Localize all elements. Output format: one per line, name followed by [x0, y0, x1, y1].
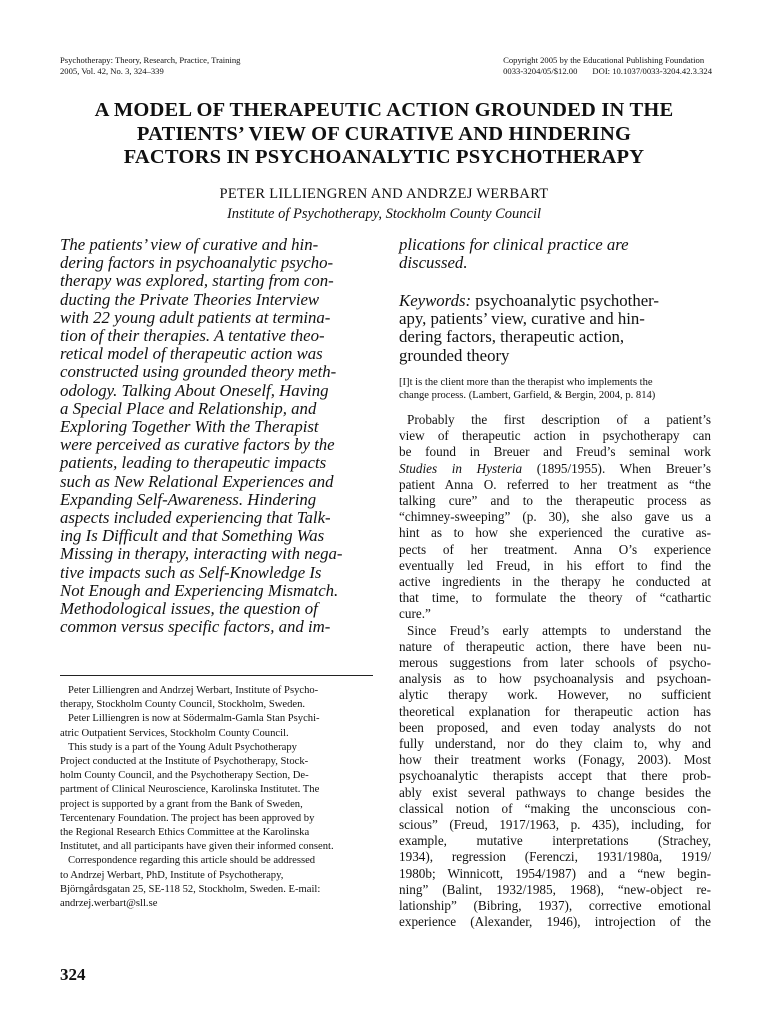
- abstract-line: therapy was explored, starting from con-: [60, 271, 334, 291]
- abstract-line: such as New Relational Experiences and: [60, 471, 334, 491]
- body-line: lationship” (Bibring, 1937), corrective emotional: [399, 898, 711, 914]
- keywords: [399, 292, 711, 365]
- epigraph: [399, 376, 711, 402]
- body-line: ably exist several pathways to change besides the: [399, 784, 711, 800]
- body-line: experience (Alexander, 1946), introjection of the: [399, 914, 711, 930]
- body-line: how their treatment works (Fonagy, 2003). Most: [399, 752, 711, 768]
- body-line: theoretical explanation for therapeutic action has: [399, 703, 711, 719]
- abstract-line: constructed using grounded theory meth-: [60, 362, 337, 382]
- footnote-line: andrzej.werbart@sll.se: [60, 898, 158, 910]
- abstract-line: aspects included experiencing that Talk-: [60, 508, 331, 528]
- abstract: [60, 236, 373, 636]
- body-line: hint as to how she experienced the curative as-: [399, 525, 711, 541]
- footnote-line: to Andrzej Werbart, PhD, Institute of Psychotherapy,: [60, 869, 284, 881]
- body-line: fully understand, nor do they claim to, why and: [399, 736, 711, 752]
- body-line: that time, to formulate the theory of “cathartic: [399, 590, 711, 606]
- footnote-line: therapy, Stockholm County Council, Stockholm, Sweden.: [60, 699, 306, 711]
- body-text: [399, 412, 711, 931]
- body-line: pects of her treatment. Anna O’s experience: [399, 541, 711, 557]
- body-line: active ingredients in the therapy he conducted at: [399, 574, 711, 590]
- footnote-line: Institutet, and all participants have given their informed consent.: [60, 841, 334, 853]
- abstract-line: Methodological issues, the question of: [60, 599, 318, 619]
- abstract-line: patients, leading to therapeutic impacts: [60, 453, 327, 473]
- abstract-line: tion of their therapies. A tentative theo-: [60, 326, 325, 346]
- footnote-line: Project conducted at the Institute of Psychotherapy, Stock-: [60, 756, 309, 768]
- abstract-line: ducting the Private Theories Interview: [60, 289, 320, 309]
- journal-header: Psychotherapy: Theory, Research, Practice, Training 2005, Vol. 42, No. 3, 324–339: [60, 55, 241, 76]
- title-line: A MODEL OF THERAPEUTIC ACTION GROUNDED IN THE: [94, 99, 674, 121]
- abstract-line: Expanding Self-Awareness. Hindering: [60, 489, 317, 509]
- abstract-line: a Special Place and Relationship, and: [60, 398, 317, 418]
- body-line: patient Anna O. referred to her treatment as “the: [399, 476, 711, 492]
- keywords-label: Keywords:: [399, 291, 472, 310]
- abstract-line: retical model of therapeutic action was: [60, 344, 323, 364]
- body-line: [399, 461, 711, 477]
- body-line: talking cure” and to the therapeutic process as: [399, 493, 711, 509]
- body-line: ning” (Balint, 1932/1985, 1968), “new-object re-: [399, 881, 711, 897]
- abstract-line: Not Enough and Experiencing Mismatch.: [60, 580, 339, 600]
- keywords-line: [399, 292, 711, 310]
- body-line: 1934), regression (Ferenczi, 1931/1980a, 1919/: [399, 849, 711, 865]
- page-number: 324: [60, 965, 86, 984]
- body-line: 1980b; Winnicott, 1954/1987) and a “new begin-: [399, 865, 711, 881]
- abstract-line: odology. Talking About Oneself, Having: [60, 380, 329, 400]
- footnote-divider: [60, 675, 373, 676]
- keywords-line: apy, patients’ view, curative and hin-: [399, 309, 645, 329]
- abstract-line: ing Is Difficult and that Something Was: [60, 526, 325, 546]
- affiliation: Institute of Psychotherapy, Stockholm County Council: [226, 206, 542, 222]
- body-line: view of therapeutic action in psychotherapy can: [399, 428, 711, 444]
- abstract-line: were perceived as curative factors by the: [60, 435, 335, 455]
- footnote-line: partment of Clinical Neuroscience, Karolinska Institutet. The: [60, 784, 320, 796]
- copyright-header: Copyright 2005 by the Educational Publishing Foundation 0033-3204/05/$12.00 DOI: 10.1037/0033-3204.42.3.324: [503, 55, 712, 76]
- body-line: example, mutative interpretations (Strachey,: [399, 833, 711, 849]
- book-title: Studies in Hysteria: [399, 460, 523, 476]
- keywords-first: psychoanalytic psychother-: [471, 291, 660, 310]
- footnote-line: the Regional Research Ethics Committee at the Karolinska: [60, 827, 310, 839]
- footnote-line: Correspondence regarding this article should be addressed: [68, 855, 316, 867]
- body-line: Probably the first description of a patient’s: [407, 412, 711, 427]
- abstract-line: Missing in therapy, interacting with nega-: [60, 544, 343, 564]
- title-line: FACTORS IN PSYCHOANALYTIC PSYCHOTHERAPY: [123, 146, 645, 168]
- body-line-rest: (1895/1955). When Breuer’s: [522, 460, 711, 476]
- footnote-line: Peter Lilliengren and Andrzej Werbart, Institute of Psycho-: [68, 685, 319, 696]
- abstract-line: dering factors in psychoanalytic psycho-: [60, 253, 334, 273]
- footnote-line: atric Outpatient Services, Stockholm County Council.: [60, 727, 289, 739]
- title-line: PATIENTS’ VIEW OF CURATIVE AND HINDERING: [136, 122, 632, 145]
- body-line: been proposed, and even today analysts do not: [399, 719, 711, 735]
- abstract-line: plications for clinical practice are: [399, 235, 629, 254]
- body-line: classical notion of “making the unconscious con-: [399, 800, 711, 816]
- footnote-line: Tercentenary Foundation. The project has been approved by: [60, 812, 315, 824]
- abstract-line: The patients’ view of curative and hin-: [60, 235, 319, 254]
- body-line: “chimney-sweeping” (p. 30), she also gave us a: [399, 509, 711, 525]
- abstract-line: tive impacts such as Self-Knowledge Is: [60, 562, 322, 582]
- body-line: psychoanalytic therapists accept that there prob-: [399, 768, 711, 784]
- body-line: eventually led Freud, in his effort to find the: [399, 557, 711, 573]
- body-line: be found in Breuer and Freud’s seminal work: [399, 444, 711, 460]
- authors: PETER LILLIENGREN AND ANDRZEJ WERBART: [219, 186, 549, 202]
- abstract-line: common versus specific factors, and im-: [60, 617, 331, 637]
- article-title: [40, 99, 728, 170]
- body-line: Since Freud’s early attempts to understand the: [407, 622, 711, 638]
- body-line: merous suggestions from later schools of psycho-: [399, 655, 711, 671]
- abstract-line: Exploring Together With the Therapist: [60, 417, 319, 437]
- body-line: alytic therapy work. However, no sufficient: [399, 687, 711, 703]
- footnote-line: project is supported by a grant from the Bank of Sweden,: [60, 798, 303, 810]
- body-line: nature of therapeutic action, there have been nu-: [399, 638, 711, 654]
- epigraph-line: [I]t is the client more than the therapist who implements the: [399, 377, 653, 388]
- footnote-line: Björngårdsgatan 25, SE-118 52, Stockholm, Sweden. E-mail:: [60, 883, 321, 895]
- body-line: cure.”: [399, 606, 431, 622]
- epigraph-line: change process. (Lambert, Garfield, & Bergin, 2004, p. 814): [399, 390, 656, 401]
- body-line: scious” (Freud, 1917/1963, p. 435), including, for: [399, 817, 711, 833]
- footnote-line: This study is a part of the Young Adult Psychotherapy: [68, 741, 297, 753]
- footnote-line: Peter Lilliengren is now at Södermalm-Gamla Stan Psychi-: [68, 713, 320, 725]
- footnote-line: holm County Council, and the Psychotherapy Section, De-: [60, 770, 309, 782]
- keywords-line: dering factors, therapeutic action,: [399, 327, 625, 347]
- keywords-line: grounded theory: [399, 345, 510, 365]
- footnote: [60, 684, 373, 911]
- abstract-continuation: [399, 236, 711, 272]
- abstract-line: discussed.: [399, 253, 468, 273]
- body-line: analysis as to how psychoanalysis and psychoan-: [399, 671, 711, 687]
- abstract-line: with 22 young adult patients at termina-: [60, 307, 331, 327]
